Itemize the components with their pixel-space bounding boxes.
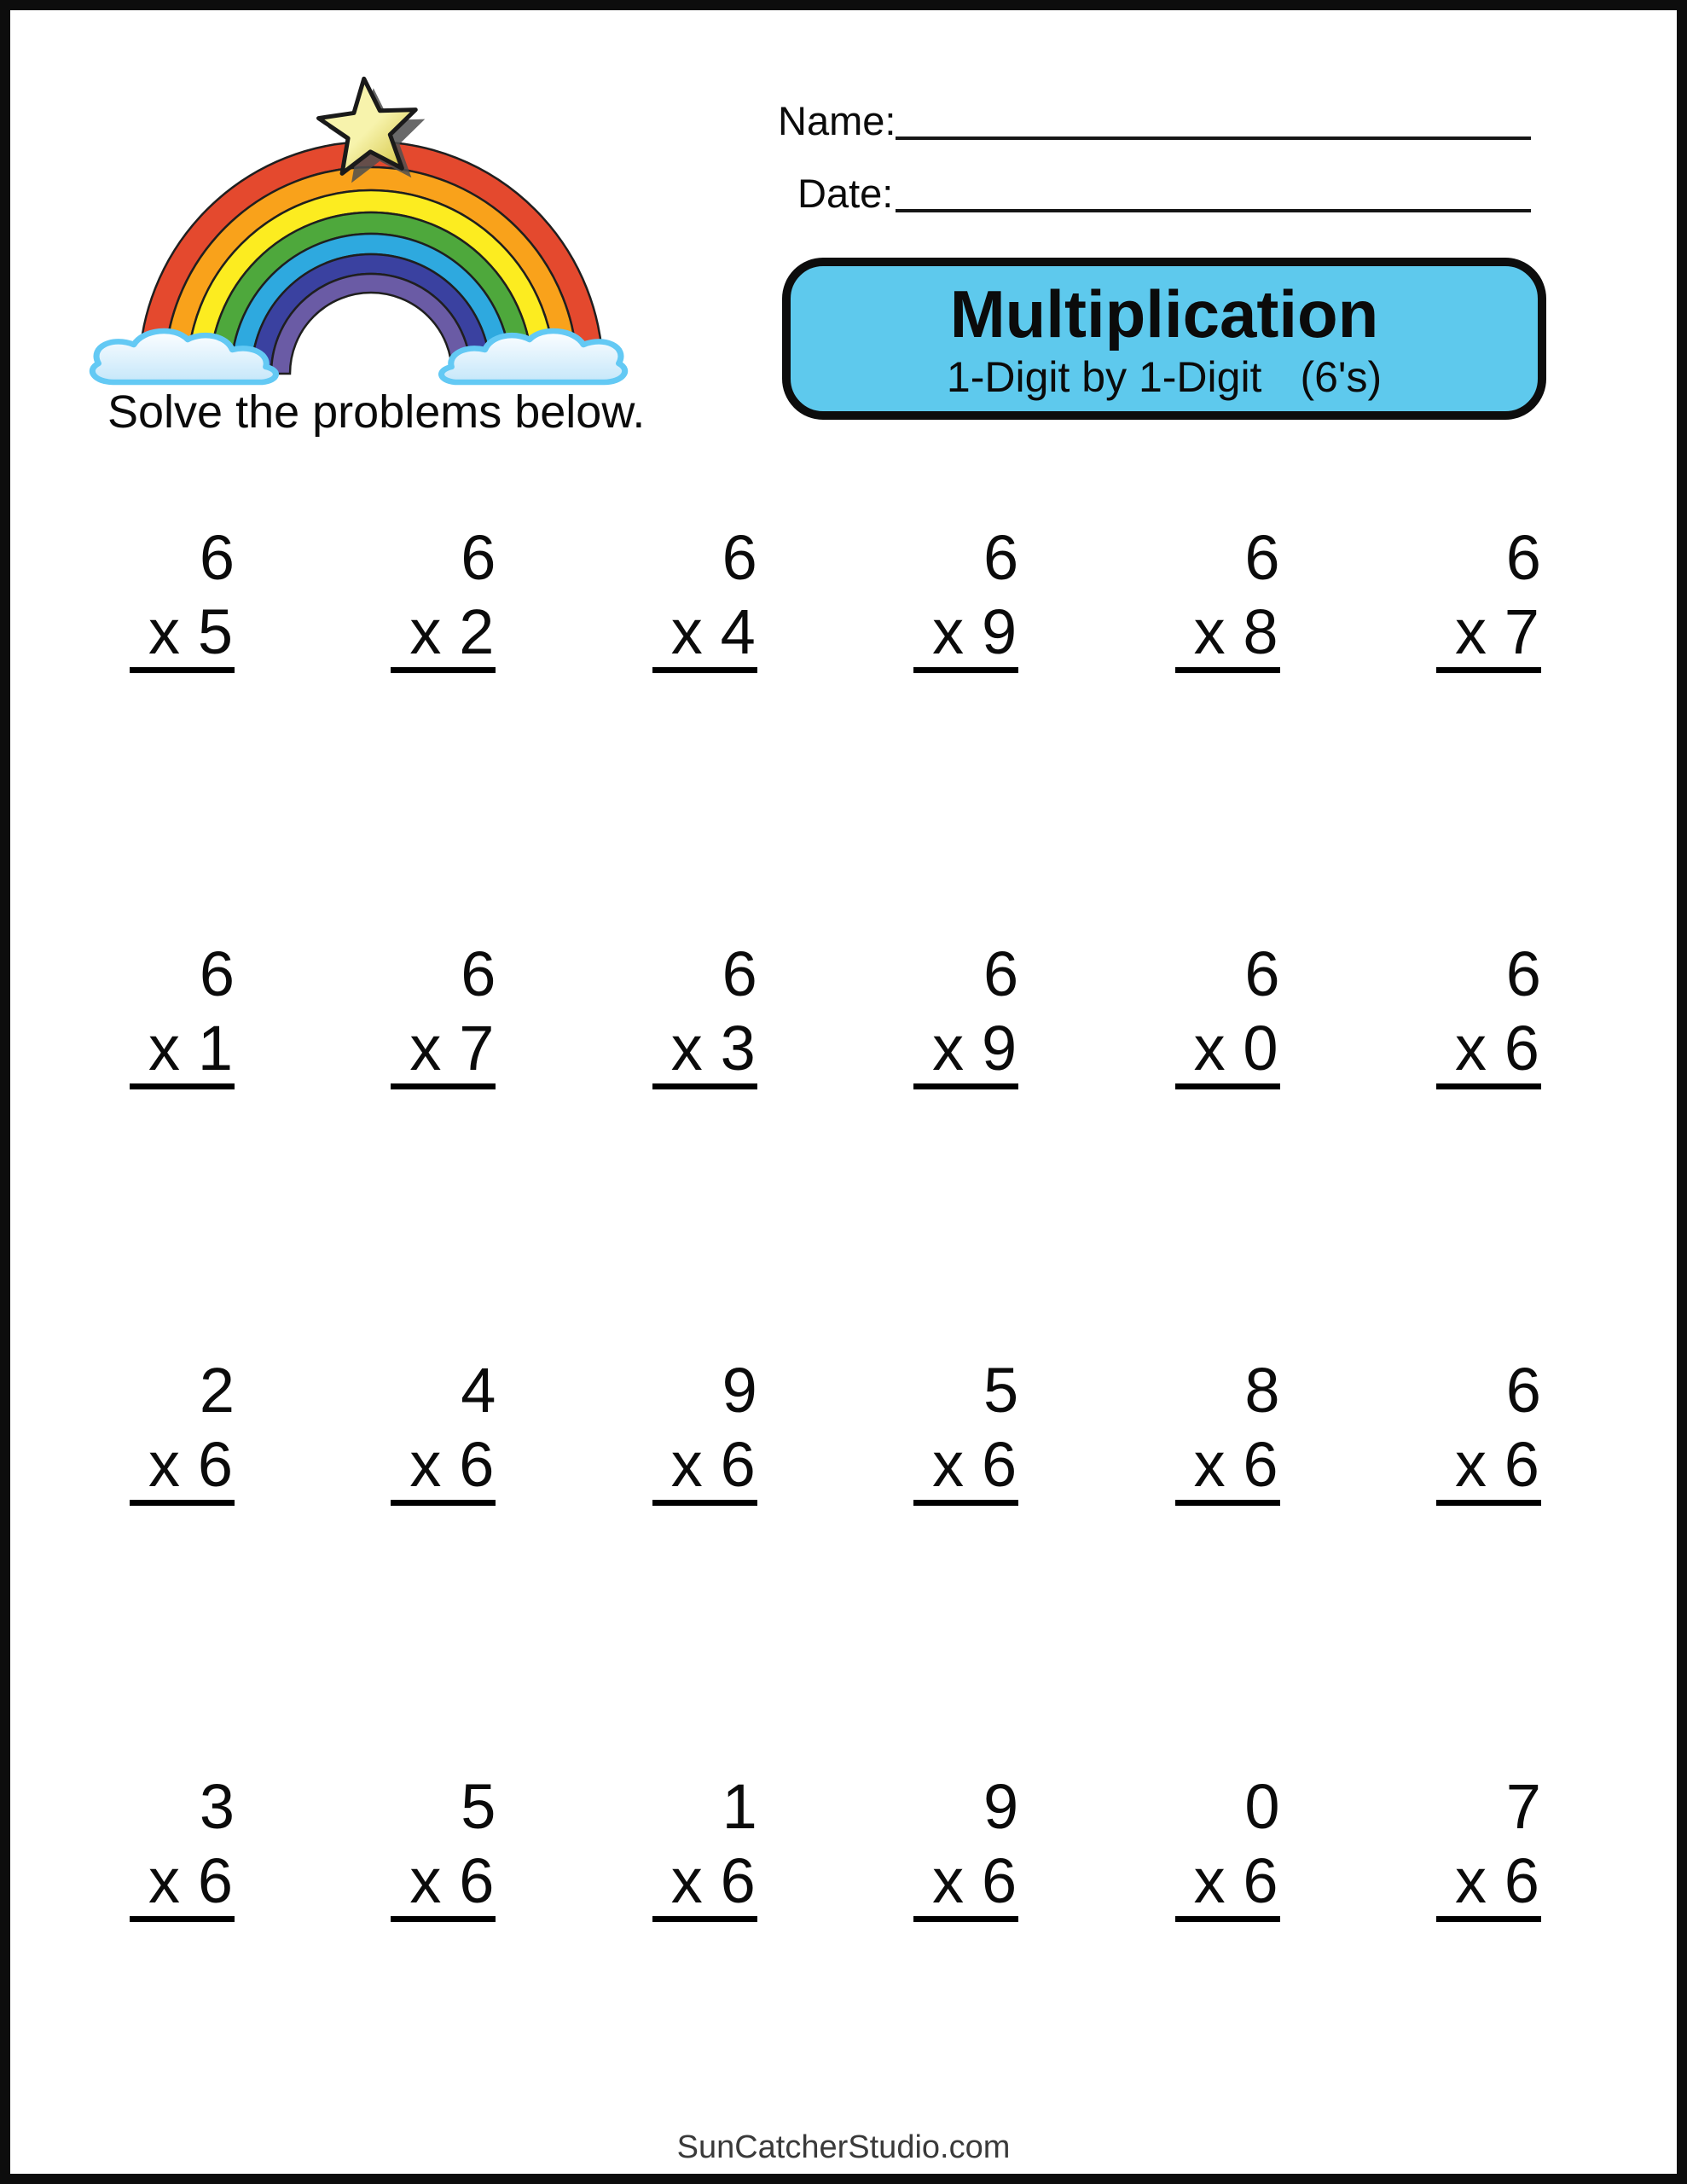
multiplicand: 6	[199, 522, 235, 593]
multiplicand: 9	[983, 1771, 1019, 1842]
multiplier: 6	[459, 1429, 495, 1500]
multiplicand: 5	[983, 1355, 1019, 1426]
multiplier: 6	[982, 1429, 1017, 1500]
multiplicand: 7	[1505, 1771, 1541, 1842]
multiplication-problem	[1436, 1771, 1541, 1922]
answer-line	[1175, 1429, 1280, 1506]
cloud-icon	[92, 331, 624, 382]
problem-row	[130, 1771, 1541, 1922]
multiply-operator: x	[409, 596, 442, 667]
name-label: Name:	[778, 98, 896, 143]
multiplier: 6	[1243, 1429, 1278, 1500]
answer-line	[652, 1845, 757, 1922]
multiplication-problem	[1175, 522, 1280, 673]
multiplication-problem	[130, 1771, 235, 1922]
multiplication-problem	[391, 938, 496, 1089]
multiply-operator: x	[932, 1845, 965, 1916]
multiplication-problem	[1175, 1771, 1280, 1922]
multiply-operator: x	[670, 1845, 703, 1916]
multiplier: 6	[197, 1429, 233, 1500]
answer-line	[1436, 1429, 1541, 1506]
answer-line	[130, 1013, 235, 1089]
multiply-operator: x	[670, 1013, 703, 1083]
multiplication-problem	[391, 1355, 496, 1506]
multiplication-problem	[1436, 938, 1541, 1089]
multiplier: 6	[1504, 1013, 1539, 1083]
multiplicand: 6	[1505, 1355, 1541, 1426]
multiply-operator: x	[1454, 1429, 1487, 1500]
answer-line	[391, 1013, 496, 1089]
date-label: Date:	[797, 171, 894, 216]
multiplicand: 6	[722, 938, 757, 1009]
multiply-operator: x	[1193, 596, 1226, 667]
title-box	[782, 258, 1546, 420]
subtitle-tag: (6's)	[1300, 353, 1383, 401]
multiplication-problem	[130, 1355, 235, 1506]
multiplication-problem	[130, 522, 235, 673]
multiplier: 6	[1243, 1845, 1278, 1916]
multiplier: 5	[197, 596, 233, 667]
multiplicand: 6	[983, 938, 1019, 1009]
multiplicand: 6	[983, 522, 1019, 593]
multiply-operator: x	[148, 596, 180, 667]
multiplicand: 3	[199, 1771, 235, 1842]
answer-line	[1436, 1845, 1541, 1922]
multiplicand: 1	[722, 1771, 757, 1842]
problem-row	[130, 522, 1541, 673]
multiplication-problem	[652, 938, 757, 1089]
multiplicand: 9	[722, 1355, 757, 1426]
multiply-operator: x	[1193, 1845, 1226, 1916]
answer-line	[130, 1845, 235, 1922]
footer-credit: SunCatcherStudio.com	[676, 2129, 1011, 2165]
multiply-operator: x	[409, 1845, 442, 1916]
instruction-text: Solve the problems below.	[107, 386, 646, 438]
multiply-operator: x	[148, 1845, 180, 1916]
multiplicand: 6	[199, 938, 235, 1009]
multiplier: 7	[459, 1013, 495, 1083]
multiplication-problem	[1175, 1355, 1280, 1506]
multiplicand: 6	[461, 938, 496, 1009]
multiply-operator: x	[1193, 1429, 1226, 1500]
multiplier: 6	[459, 1845, 495, 1916]
worksheet-title: Multiplication	[949, 276, 1379, 351]
multiplier: 7	[1504, 596, 1539, 667]
multiplier: 6	[720, 1429, 756, 1500]
multiplier: 6	[982, 1845, 1017, 1916]
answer-line	[391, 1429, 496, 1506]
multiply-operator: x	[932, 596, 965, 667]
multiplicand: 6	[1505, 522, 1541, 593]
multiplicand: 0	[1244, 1771, 1280, 1842]
multiplicand: 6	[722, 522, 757, 593]
answer-line	[913, 1013, 1018, 1089]
problem-row	[130, 938, 1541, 1089]
answer-line	[1175, 596, 1280, 673]
answer-line	[130, 1429, 235, 1506]
multiplication-problem	[1175, 938, 1280, 1089]
date-line	[896, 209, 1531, 212]
multiplication-problem	[652, 1355, 757, 1506]
multiplication-problem	[913, 1771, 1019, 1922]
answer-line	[652, 1429, 757, 1506]
answer-line	[913, 1429, 1018, 1506]
answer-line	[913, 596, 1018, 673]
multiply-operator: x	[932, 1013, 965, 1083]
multiply-operator: x	[148, 1013, 180, 1083]
multiplicand: 6	[461, 522, 496, 593]
multiplication-problem	[1436, 522, 1541, 673]
multiply-operator: x	[670, 596, 703, 667]
multiplication-problem	[913, 938, 1019, 1089]
multiplier: 3	[720, 1013, 756, 1083]
answer-line	[1436, 1013, 1541, 1089]
multiply-operator: x	[1454, 1845, 1487, 1916]
multiply-operator: x	[1454, 1013, 1487, 1083]
multiplier: 4	[720, 596, 756, 667]
multiplicand: 2	[199, 1355, 235, 1426]
subtitle-text: 1-Digit by 1-Digit	[946, 353, 1262, 401]
multiply-operator: x	[932, 1429, 965, 1500]
multiplier: 2	[459, 596, 495, 667]
multiply-operator: x	[670, 1429, 703, 1500]
multiplication-problem	[652, 1771, 757, 1922]
answer-line	[391, 1845, 496, 1922]
multiplication-problem	[913, 1355, 1019, 1506]
answer-line	[652, 1013, 757, 1089]
answer-line	[1175, 1013, 1280, 1089]
multiply-operator: x	[1193, 1013, 1226, 1083]
name-line	[896, 136, 1531, 140]
multiplication-problem	[391, 1771, 496, 1922]
multiplier: 9	[982, 1013, 1017, 1083]
answer-line	[913, 1845, 1018, 1922]
multiplier: 6	[720, 1845, 756, 1916]
answer-line	[130, 596, 235, 673]
multiplier: 9	[982, 596, 1017, 667]
multiplication-problem	[652, 522, 757, 673]
multiplier: 0	[1243, 1013, 1278, 1083]
multiplicand: 6	[1244, 522, 1280, 593]
multiplier: 6	[1504, 1845, 1539, 1916]
multiplication-problem	[913, 522, 1019, 673]
multiplication-problem	[391, 522, 496, 673]
multiply-operator: x	[1454, 596, 1487, 667]
multiplicand: 6	[1244, 938, 1280, 1009]
multiplier: 1	[197, 1013, 233, 1083]
rainbow-illustration	[77, 56, 640, 406]
answer-line	[1436, 596, 1541, 673]
problem-row	[130, 1355, 1541, 1506]
multiplicand: 4	[461, 1355, 496, 1426]
multiplier: 6	[1504, 1429, 1539, 1500]
multiplication-problem	[130, 938, 235, 1089]
worksheet-subtitle	[946, 353, 1383, 401]
multiply-operator: x	[409, 1429, 442, 1500]
multiplicand: 5	[461, 1771, 496, 1842]
multiplier: 6	[197, 1845, 233, 1916]
multiplier: 8	[1243, 596, 1278, 667]
multiplication-problem	[1436, 1355, 1541, 1506]
multiplicand: 6	[1505, 938, 1541, 1009]
multiplicand: 8	[1244, 1355, 1280, 1426]
multiply-operator: x	[409, 1013, 442, 1083]
answer-line	[652, 596, 757, 673]
multiply-operator: x	[148, 1429, 180, 1500]
answer-line	[391, 596, 496, 673]
answer-line	[1175, 1845, 1280, 1922]
